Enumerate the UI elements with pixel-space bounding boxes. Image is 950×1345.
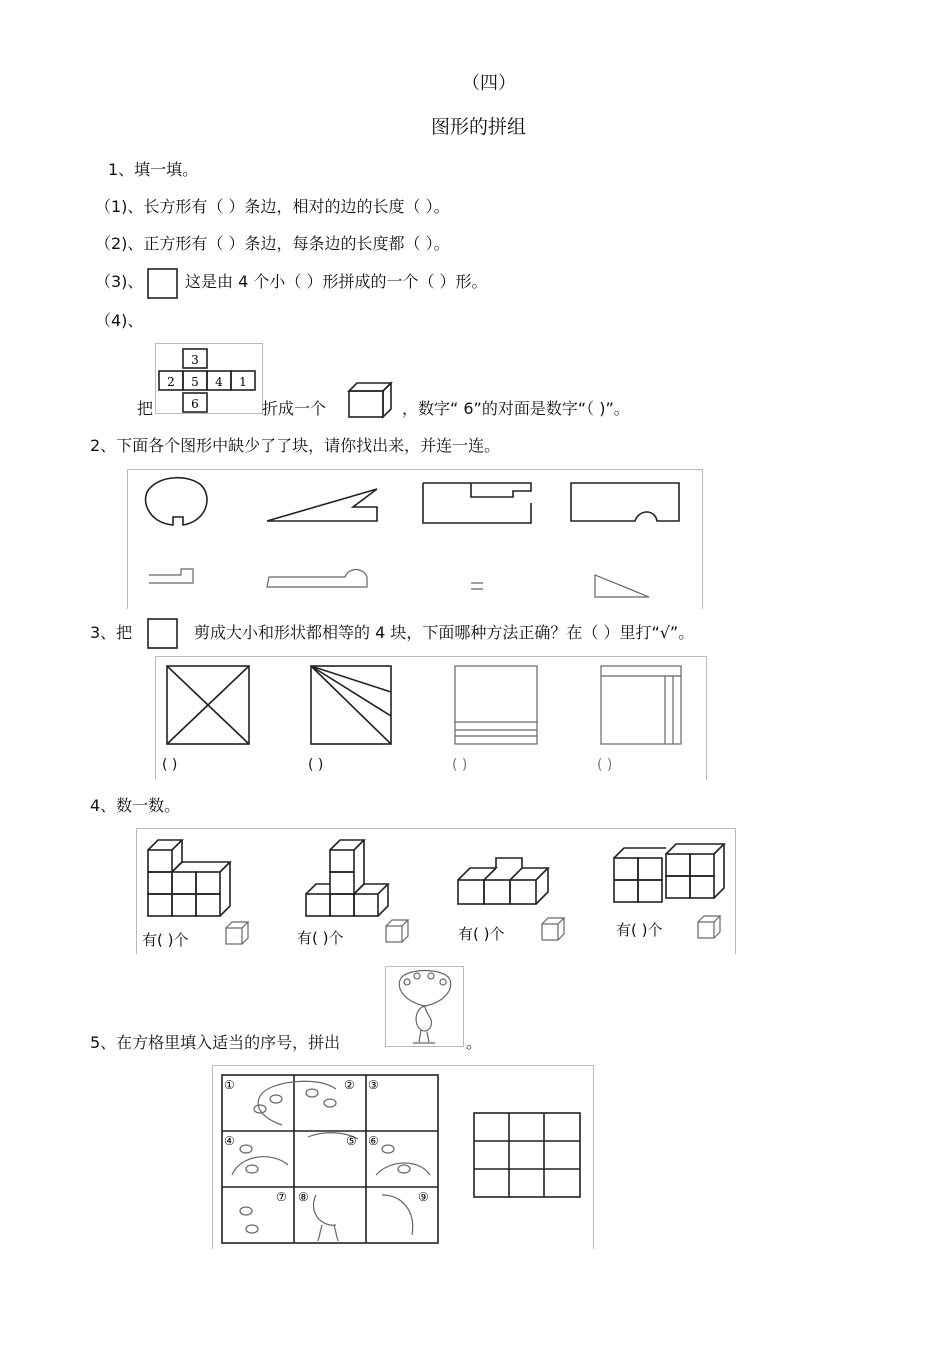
tile-number: ② bbox=[344, 1078, 355, 1092]
tile-number: ⑧ bbox=[298, 1190, 309, 1204]
count-label: 有( )个 bbox=[616, 921, 663, 939]
peacock-image bbox=[385, 966, 465, 1048]
tile-number: ⑥ bbox=[368, 1134, 379, 1148]
q1-part3-text: 这是由 4 个小（ ）形拼成的一个（ ）形。 bbox=[185, 272, 488, 291]
answer-bracket[interactable]: ( ) bbox=[308, 757, 324, 773]
tile-number: ⑦ bbox=[276, 1190, 287, 1204]
net-number-5: 5 bbox=[191, 375, 199, 389]
q2-heading: 2、下面各个图形中缺少了了块，请你找出来，并连一连。 bbox=[90, 436, 501, 455]
q1-part3-prefix: （3)、 bbox=[95, 272, 144, 291]
answer-bracket[interactable]: ( ) bbox=[452, 757, 468, 773]
q1-part2: （2)、正方形有（ ）条边，每条边的长度都（ ）。 bbox=[95, 234, 450, 253]
missing-piece-figures bbox=[127, 469, 703, 609]
net-number-3: 3 bbox=[191, 353, 199, 367]
q1-part4-fold: 折成一个 bbox=[262, 399, 327, 418]
q1-heading: 1、填一填。 bbox=[108, 160, 199, 179]
square-cut-options bbox=[155, 656, 707, 780]
tile-number: ⑤ bbox=[346, 1134, 357, 1148]
answer-bracket[interactable]: ( ) bbox=[162, 757, 178, 773]
page-title: 图形的拼组 bbox=[431, 116, 527, 138]
count-label: 有( )个 bbox=[142, 931, 189, 949]
q5-text: 5、在方格里填入适当的序号，拼出 bbox=[90, 1033, 341, 1052]
tile-number: ⑨ bbox=[418, 1190, 429, 1204]
answer-bracket[interactable]: ( ) bbox=[597, 757, 613, 773]
q1-part4-ba: 把 bbox=[137, 399, 154, 418]
q4-heading: 4、数一数。 bbox=[90, 796, 181, 815]
q3-text: 剪成大小和形状都相等的 4 块，下面哪种方法正确？在（ ）里打“√”。 bbox=[194, 623, 695, 642]
net-number-2: 2 bbox=[167, 375, 175, 389]
tile-number: ④ bbox=[224, 1134, 235, 1148]
q3-prefix: 3、把 bbox=[90, 623, 133, 642]
cube-icon bbox=[347, 381, 393, 419]
net-number-4: 4 bbox=[215, 375, 223, 389]
square-icon bbox=[147, 268, 179, 300]
section-number: （四） bbox=[462, 73, 516, 94]
net-number-1: 1 bbox=[239, 375, 247, 389]
tile-number: ③ bbox=[368, 1078, 379, 1092]
tile-number: ① bbox=[224, 1078, 235, 1092]
net-number-6: 6 bbox=[191, 397, 199, 411]
q1-part4-question: ，数字“ 6”的对面是数字“（ )”。 bbox=[402, 399, 630, 418]
count-label: 有( )个 bbox=[297, 929, 344, 947]
q5-end: 。 bbox=[466, 1033, 483, 1052]
count-label: 有( )个 bbox=[458, 925, 505, 943]
q1-part1: （1)、长方形有（ ）条边，相对的边的长度（ ）。 bbox=[95, 197, 450, 216]
cube-net-figure bbox=[155, 343, 265, 415]
q1-part4-prefix: （4)、 bbox=[95, 311, 144, 330]
square-icon bbox=[147, 618, 179, 650]
puzzle-figure bbox=[212, 1065, 594, 1249]
